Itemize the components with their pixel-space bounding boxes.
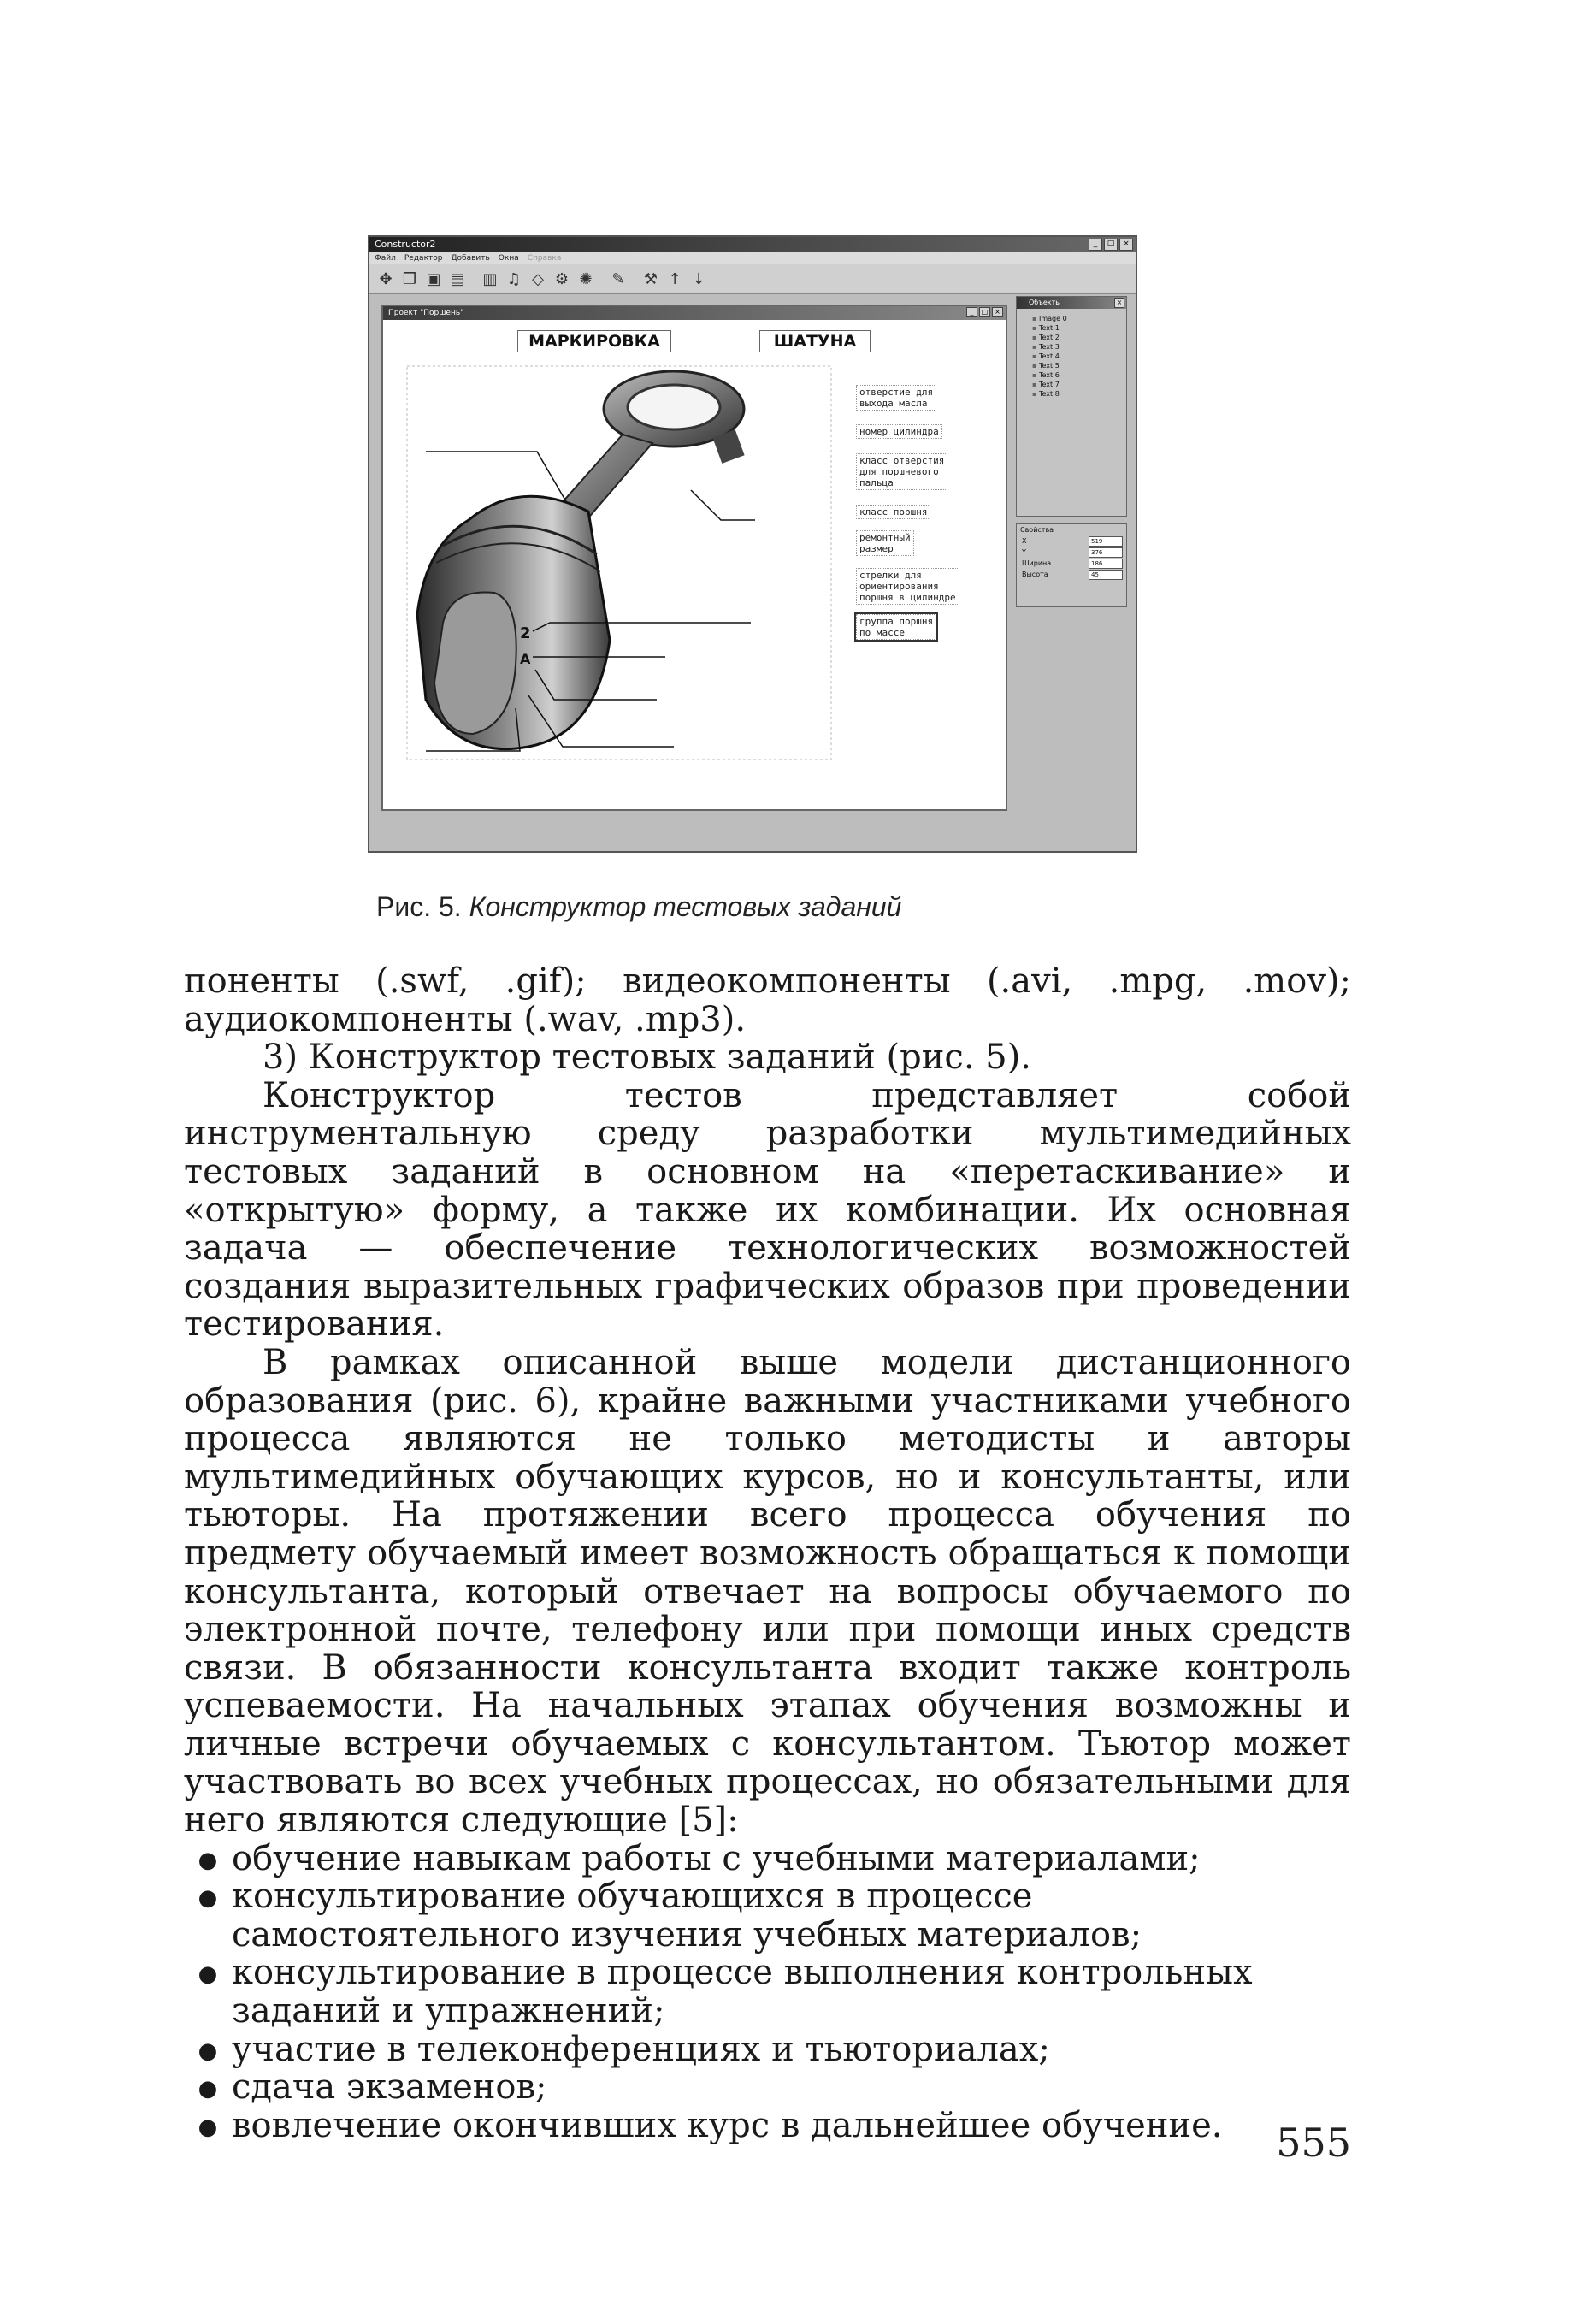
close-button[interactable]: × (1119, 239, 1133, 251)
project-minimize-button[interactable]: _ (966, 307, 977, 317)
object-item[interactable]: ▪ Text 6 (1032, 370, 1126, 380)
prop-name: Высота (1022, 571, 1048, 578)
prop-name: Ширина (1022, 559, 1052, 567)
figure-caption (376, 891, 901, 923)
list-item (184, 2068, 1351, 2107)
menu-bar (369, 252, 1136, 264)
object-item[interactable]: ▪ Text 8 (1032, 389, 1126, 399)
list-item (184, 1878, 1351, 1954)
list-item-text: сдача экзаменов; (232, 2067, 547, 2108)
project-window (381, 305, 1007, 811)
pointer-tool-icon[interactable]: ✥ (379, 269, 393, 288)
image-tool-icon[interactable]: ▣ (426, 269, 441, 288)
piston-mark-2: 2 (520, 624, 531, 642)
label-cylinder-number[interactable]: номер цилиндра (856, 424, 942, 439)
list-item (184, 2107, 1351, 2145)
label-oil-hole[interactable]: отверстие для выхода масла (856, 385, 936, 411)
settings-tool-icon[interactable]: ⚒ (643, 269, 658, 288)
object-item[interactable]: ▪ Text 2 (1032, 333, 1126, 342)
prop-row-width (1017, 558, 1126, 569)
prop-value-input[interactable]: 519 (1089, 536, 1123, 547)
minimize-button[interactable]: _ (1089, 239, 1102, 251)
prop-value-input[interactable]: 186 (1089, 559, 1123, 569)
menu-edit[interactable]: Редактор (404, 254, 443, 263)
objects-close-icon[interactable]: × (1114, 298, 1124, 308)
piston-illustration[interactable] (392, 358, 836, 768)
objects-panel-title (1017, 297, 1126, 309)
label-orientation-arrows[interactable]: стрелки для ориентирования поршня в цилиндре (856, 568, 959, 605)
list-item-text: обучение навыкам работы с учебными материалами; (232, 1838, 1201, 1878)
figure-screenshot (368, 235, 1137, 853)
paragraph: В рамках описанной выше модели дистанционного образования (рис. 6), крайне важными участниками учебного процесса являются не только методисты и авторы мультимедийных обучающих курсов, но и консультанты, или тьюторы. На протяжении всего процесса обучения по предмету обучаемый имеет возможность обращаться к помощи консультанта, который отвечает на вопросы обучаемого по электронной почте, телефону или при помощи иных средств связи. В обязанности консультанта входит также контроль успеваемости. На начальных этапах обучения возможны и личные встречи обучаемых с консультантом. Тьютор может участвовать во всех учебных процессах, но обязательными для него являются следующие [5]: (184, 1342, 1351, 1841)
prop-row-y (1017, 547, 1126, 558)
heading-marking[interactable]: МАРКИРОВКА (517, 330, 671, 352)
caption-prefix: Рис. 5. (376, 891, 469, 922)
object-item[interactable]: ▪ Text 5 (1032, 361, 1126, 370)
shape-tool-icon[interactable]: ◇ (532, 269, 544, 288)
list-item (184, 2031, 1351, 2069)
project-titlebar (383, 306, 1006, 320)
leader-line (691, 490, 755, 520)
prop-name: X (1022, 537, 1027, 545)
paragraph: 3) Конструктор тестовых заданий (рис. 5). (263, 1038, 1032, 1078)
cube-tool-icon[interactable]: ❒ (402, 269, 417, 288)
paragraph: поненты (.swf, .gif); видеокомпоненты (.avi, .mpg, .mov); аудиокомпоненты (.wav, .mp3). (184, 961, 1351, 1039)
object-item[interactable]: ▪ Text 4 (1032, 352, 1126, 361)
list-item (184, 1840, 1351, 1878)
prop-row-height (1017, 569, 1126, 580)
object-item[interactable]: ▪ Image 0 (1032, 314, 1126, 323)
project-title: Проект "Поршень" (388, 309, 464, 317)
tutor-duties-list (184, 1840, 1351, 2145)
move-up-icon[interactable]: ↑ (668, 269, 682, 288)
page-number: 555 (1276, 2120, 1351, 2166)
list-item-text: вовлечение окончивших курс в дальнейшее обучение. (232, 2105, 1223, 2145)
list-item (184, 1954, 1351, 2030)
object-item[interactable]: ▪ Text 3 (1032, 342, 1126, 352)
workspace (369, 294, 1136, 851)
properties-title: Свойства (1020, 526, 1054, 534)
sound-tool-icon[interactable]: ♫ (506, 269, 522, 288)
properties-panel (1016, 523, 1127, 607)
prop-value-input[interactable]: 45 (1089, 570, 1123, 580)
app-titlebar (369, 237, 1136, 252)
test-tool-icon[interactable]: ✎ (611, 269, 625, 288)
body-text (184, 962, 1351, 2144)
label-repair-size[interactable]: ремонтный размер (856, 530, 914, 556)
label-piston-class[interactable]: класс поршня (856, 505, 930, 519)
list-item-text: консультирование в процессе выполнения контрольных заданий и упражнений; (232, 1953, 1253, 2031)
menu-add[interactable]: Добавить (451, 254, 490, 263)
app-window-title: Constructor2 (375, 239, 436, 250)
project-close-button[interactable]: × (992, 307, 1003, 317)
film-tool-icon[interactable]: ✺ (579, 269, 593, 288)
object-item[interactable]: ▪ Text 1 (1032, 323, 1126, 333)
leader-line (426, 452, 567, 503)
object-item[interactable]: ▪ Text 7 (1032, 380, 1126, 389)
list-item-text: консультирование обучающихся в процессе самостоятельного изучения учебных материалов; (232, 1877, 1142, 1954)
chart-tool-icon[interactable]: ▤ (450, 269, 465, 288)
objects-title-text: Объекты (1029, 299, 1061, 306)
prop-value-input[interactable]: 376 (1089, 547, 1123, 558)
document-tool-icon[interactable]: ▥ (482, 269, 498, 288)
list-item-text: участие в телеконференциях и тьюториалах; (232, 2029, 1050, 2069)
menu-file[interactable]: Файл (375, 254, 396, 263)
piston-mark-a: A (520, 651, 531, 667)
objects-panel (1016, 296, 1127, 517)
menu-windows[interactable]: Окна (498, 254, 519, 263)
maximize-button[interactable]: □ (1104, 239, 1118, 251)
prop-row-x (1017, 535, 1126, 547)
label-weight-group-selected[interactable]: группа поршня по массе (856, 614, 936, 640)
heading-rod[interactable]: ШАТУНА (759, 330, 871, 352)
objects-list (1032, 314, 1126, 399)
toolbar (369, 264, 1136, 294)
rod-bore (628, 385, 720, 429)
label-pin-bore-class[interactable]: класс отверстия для поршневого пальца (856, 453, 947, 490)
caption-title: Конструктор тестовых заданий (469, 891, 902, 922)
gear-tool-icon[interactable]: ⚙ (554, 269, 570, 288)
prop-name: Y (1022, 548, 1026, 556)
project-maximize-button[interactable]: □ (979, 307, 990, 317)
menu-help[interactable]: Справка (527, 254, 562, 263)
move-down-icon[interactable]: ↓ (692, 269, 705, 288)
paragraph: Конструктор тестов представляет собой инструментальную среду разработки мультимедийных тестовых заданий в основном на «перетаскивание» и «открытую» форму, а также их комбинации. Их основная задача — обеспечение технологических возможностей создания выразительных графических образов при проведении тестирования. (184, 1075, 1351, 1345)
